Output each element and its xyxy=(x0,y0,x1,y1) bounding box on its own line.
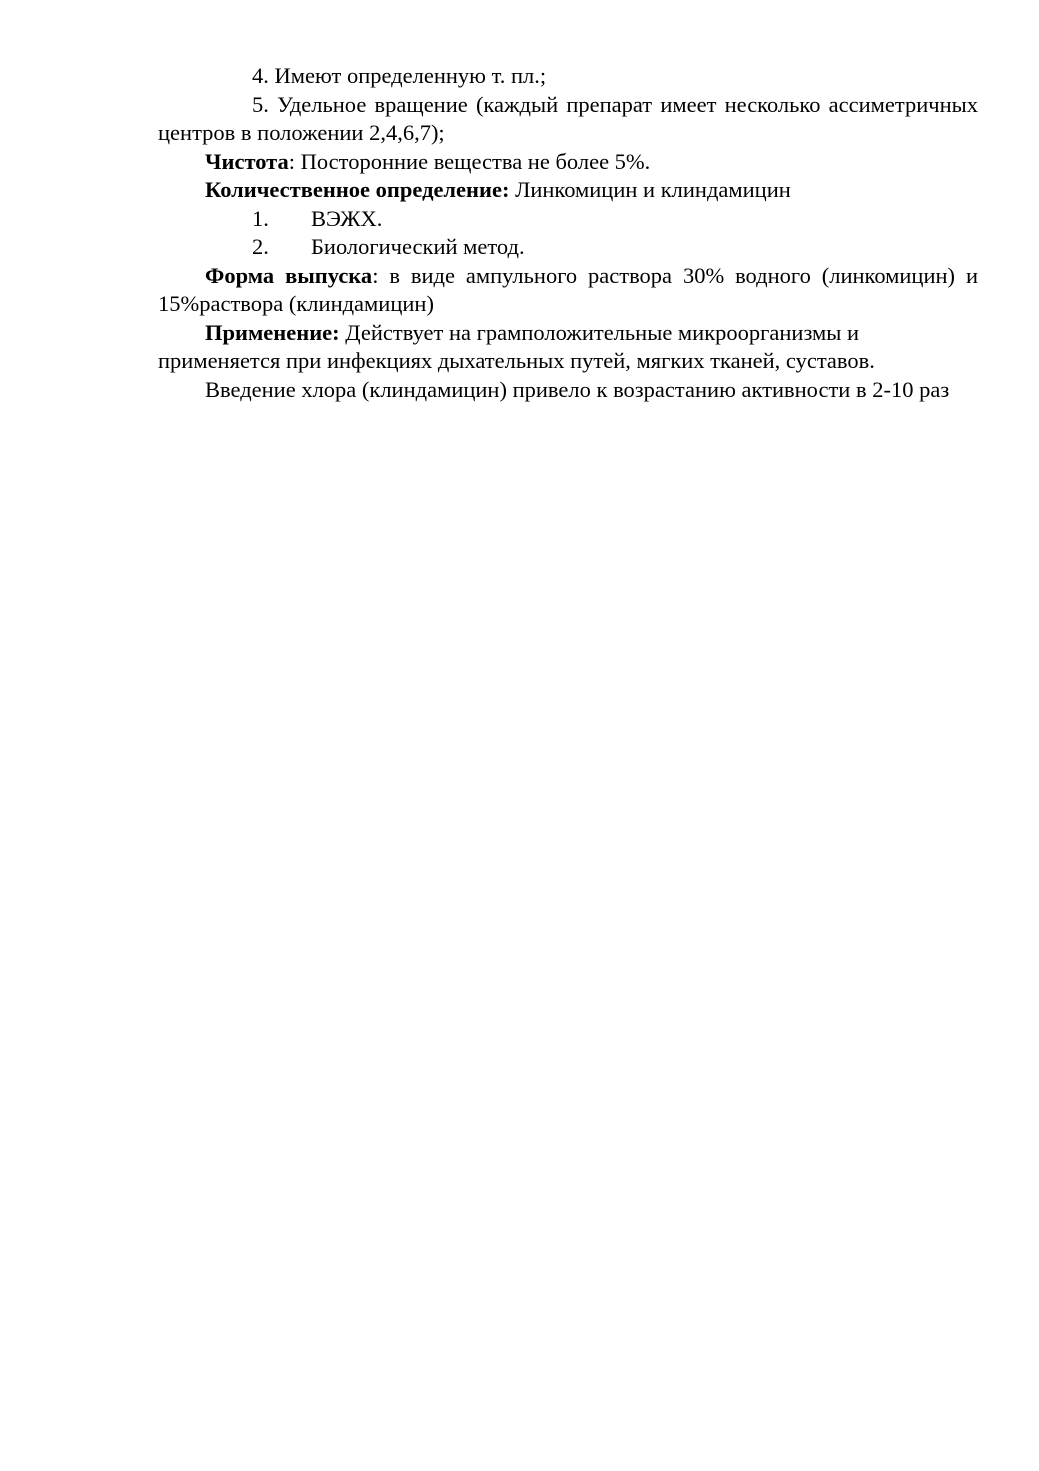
method-list-item xyxy=(158,233,978,262)
quantitative-paragraph xyxy=(158,176,978,205)
method-text: Биологический метод. xyxy=(311,234,525,259)
method-list-item xyxy=(158,205,978,234)
chlorine-note-paragraph: Введение хлора (клиндамицин) привело к возрастанию активности в 2-10 раз xyxy=(205,376,950,402)
purity-label: Чистота xyxy=(205,148,289,174)
application-label: Применение: xyxy=(205,319,340,345)
document-body xyxy=(158,62,978,404)
method-text: ВЭЖХ. xyxy=(311,205,383,231)
property-item-4: 4. Имеют определенную т. пл.; xyxy=(252,63,547,88)
purity-paragraph xyxy=(158,148,978,177)
release-form-text: : в виде ампульного раствора 30% водного (линкомицин) и 15%раствора (клиндамицин) xyxy=(158,262,978,316)
method-number: 2. xyxy=(252,234,269,259)
method-number: 1. xyxy=(252,205,269,231)
property-item-5: 5. Удельное вращение (каждый препарат имеет несколько ассиметричных центров в положении 2,4,6,7); xyxy=(158,91,978,145)
application-text: Действует на грамположительные микроорганизмы и применяется при инфекциях дыхательных путей, мягких тканей, суставов. xyxy=(158,319,875,373)
quantitative-label: Количественное определение: xyxy=(205,177,510,202)
quantitative-text: Линкомицин и клиндамицин xyxy=(509,177,791,202)
release-form-paragraph xyxy=(158,262,978,319)
purity-text: : Посторонние вещества не более 5%. xyxy=(288,148,651,174)
release-form-label: Форма выпуска xyxy=(205,262,373,288)
application-paragraph xyxy=(158,319,978,376)
